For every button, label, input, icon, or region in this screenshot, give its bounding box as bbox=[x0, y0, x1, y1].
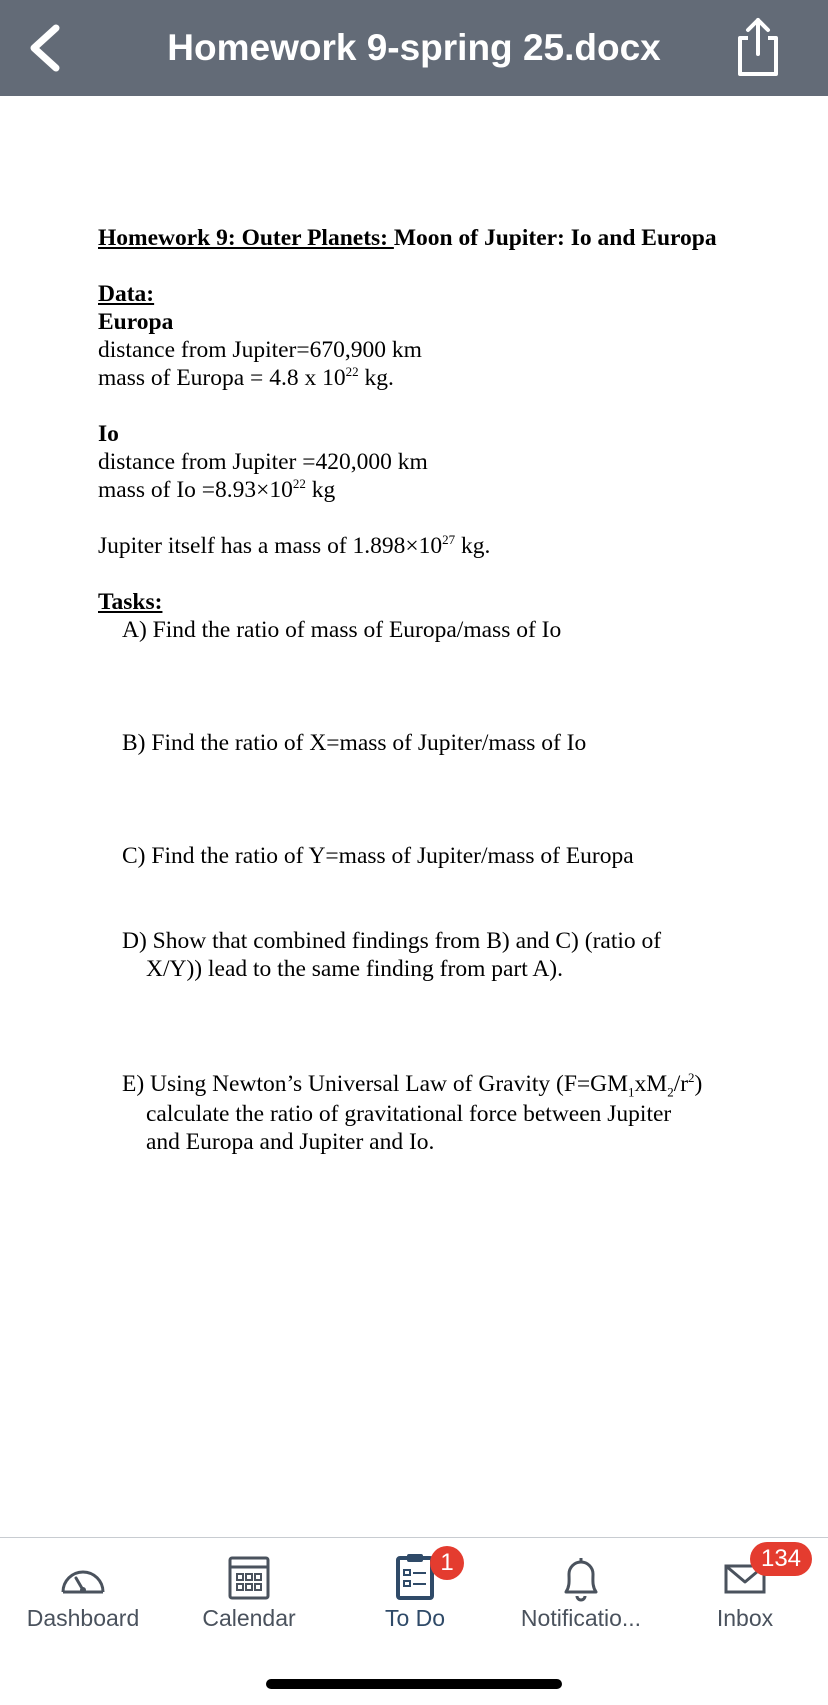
io-label: Io bbox=[98, 421, 119, 447]
back-button[interactable] bbox=[20, 20, 76, 76]
tab-dashboard[interactable] bbox=[0, 1538, 166, 1648]
tab-notifications[interactable] bbox=[498, 1538, 664, 1648]
share-icon bbox=[730, 14, 786, 78]
io-mass: mass of $Io =8.93\times 10^{22}$ kg bbox=[98, 476, 336, 503]
tab-todo-label: To Do bbox=[384, 1605, 446, 1631]
tasks-label: Tasks: bbox=[98, 589, 163, 615]
tab-notifications-label: Notificatio... bbox=[520, 1605, 642, 1631]
task-e: E) Using Newton’s Universal Law of Gravity $(F=GM_1xM_2/r^2)$ bbox=[122, 1070, 703, 1100]
tab-inbox[interactable] bbox=[662, 1538, 828, 1648]
europa-label: Europa bbox=[98, 309, 174, 335]
task-a: A) Find the ratio of mass of Europa/mass of Io bbox=[122, 617, 562, 643]
tab-dashboard-label: Dashboard bbox=[26, 1605, 140, 1631]
task-b: B) Find the ratio of X=mass of Jupiter/mass of Io bbox=[122, 730, 587, 756]
task-d-continued: X/Y)) lead to the same finding from part A). bbox=[146, 956, 564, 982]
task-e-line2: calculate the ratio of gravitational force between Jupiter bbox=[146, 1101, 672, 1127]
todo-badge: 1 bbox=[430, 1546, 464, 1580]
top-bar bbox=[0, 0, 828, 96]
document-body bbox=[98, 224, 738, 1156]
task-c: C) Find the ratio of Y=mass of Jupiter/mass of Europa bbox=[122, 843, 634, 869]
bell-icon bbox=[556, 1554, 606, 1604]
tab-todo[interactable] bbox=[332, 1538, 498, 1648]
document-title: Homework 9-spring 25.docx bbox=[167, 27, 661, 68]
inbox-badge: 134 bbox=[750, 1542, 812, 1576]
tab-calendar[interactable] bbox=[166, 1538, 332, 1648]
document-heading: Homework 9: Outer Planets: Moon of Jupiter: Io and Europa bbox=[98, 225, 717, 251]
share-button[interactable] bbox=[730, 14, 786, 78]
task-e-line3: and Europa and Jupiter and Io. bbox=[146, 1129, 435, 1155]
europa-distance: distance from Jupiter=670,900 km bbox=[98, 337, 422, 363]
task-d: D) Show that combined findings from B) and C) (ratio of bbox=[122, 928, 662, 954]
data-label: Data: bbox=[98, 281, 155, 307]
calendar-icon bbox=[224, 1552, 274, 1602]
chevron-left-icon bbox=[20, 20, 76, 76]
tab-calendar-label: Calendar bbox=[202, 1605, 296, 1631]
europa-mass: mass of Europa = 4.8 x $10^{22}$ kg. bbox=[98, 364, 394, 391]
io-distance: distance from Jupiter =420,000 km bbox=[98, 449, 428, 475]
home-indicator bbox=[266, 1679, 562, 1689]
tab-inbox-label: Inbox bbox=[716, 1605, 774, 1631]
dashboard-icon bbox=[58, 1556, 108, 1606]
jupiter-mass: Jupiter itself has a mass of $1.898\times 10^{27}$ kg. bbox=[98, 532, 491, 559]
